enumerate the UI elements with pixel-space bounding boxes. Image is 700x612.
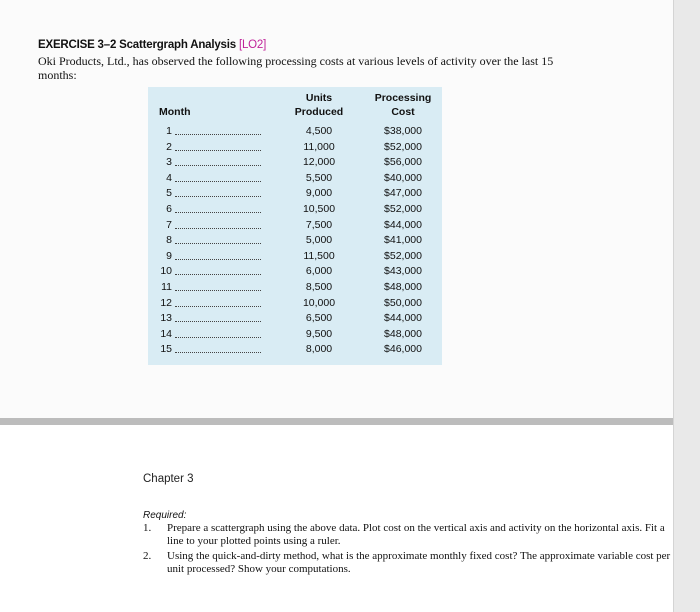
cell-units: 6,000 [305, 265, 333, 278]
requirements-panel [0, 425, 674, 612]
dot-leader [175, 196, 261, 197]
cell-cost: $46,000 [384, 343, 422, 356]
cell-month: 14 [160, 327, 172, 340]
data-table [148, 87, 442, 365]
cell-units: 5,500 [305, 171, 333, 184]
table-row [148, 312, 442, 327]
dot-leader [175, 352, 261, 353]
dot-leader [175, 134, 261, 135]
cell-cost: $41,000 [384, 234, 422, 247]
table-row [148, 203, 442, 218]
dot-leader [175, 243, 261, 244]
dot-leader [175, 321, 261, 322]
dot-leader [175, 290, 261, 291]
cell-units: 5,000 [305, 234, 333, 247]
table-row [148, 250, 442, 265]
cell-units: 9,000 [305, 187, 333, 200]
table-row [148, 343, 442, 358]
table-row [148, 328, 442, 343]
header-cost-line1: Processing [374, 92, 432, 104]
cell-cost: $43,000 [384, 265, 422, 278]
cell-cost: $44,000 [384, 312, 422, 325]
requirement-text: Prepare a scattergraph using the above data. Plot cost on the vertical axis and activity on the horizontal axis. Fit a line to your plotted points using a ruler. [167, 522, 665, 547]
cell-month: 12 [160, 296, 172, 309]
cell-cost: $40,000 [384, 171, 422, 184]
cell-cost: $48,000 [384, 281, 422, 293]
dot-leader [175, 274, 261, 275]
learning-objective-tag: [LO2] [238, 39, 267, 51]
cell-month: 2 [166, 140, 172, 153]
cell-units: 11,500 [303, 249, 335, 262]
cell-month: 11 [161, 281, 172, 293]
cell-units: 11,000 [303, 140, 335, 153]
requirement-number: 1. [143, 522, 152, 534]
header-units-produced [274, 91, 364, 119]
cell-month: 3 [166, 156, 172, 169]
cell-units: 4,500 [305, 125, 333, 137]
table-row [148, 156, 442, 171]
cell-month: 15 [160, 343, 172, 356]
cell-cost: $50,000 [384, 296, 422, 309]
header-units-line2: Produced [294, 106, 344, 118]
dot-leader [175, 212, 261, 213]
dot-leader [175, 337, 261, 338]
table-row [148, 281, 442, 296]
dot-leader [175, 306, 261, 307]
dot-leader [175, 228, 261, 229]
cell-cost: $52,000 [384, 203, 422, 215]
dot-leader [175, 165, 261, 166]
cell-cost: $47,000 [384, 187, 422, 200]
dot-leader [175, 181, 261, 182]
required-label: Required: [143, 510, 187, 521]
cell-units: 7,500 [305, 218, 333, 231]
cell-cost: $48,000 [384, 327, 422, 340]
exercise-title: EXERCISE 3–2 Scattergraph Analysis [38, 39, 236, 51]
table-row [148, 187, 442, 202]
cell-units: 6,500 [305, 312, 333, 325]
cell-month: 13 [160, 312, 172, 325]
table-row [148, 234, 442, 249]
header-cost-line2: Cost [391, 106, 415, 118]
cell-month: 8 [166, 234, 172, 247]
cell-cost: $56,000 [384, 156, 422, 169]
cell-units: 10,500 [302, 203, 336, 215]
cell-month: 9 [166, 249, 172, 262]
cell-month: 6 [166, 203, 172, 215]
page-divider [0, 418, 700, 425]
cell-units: 8,500 [305, 281, 333, 293]
cell-month: 5 [166, 187, 172, 200]
cell-cost: $52,000 [384, 249, 422, 262]
cell-units: 10,000 [302, 296, 336, 309]
dot-leader [175, 259, 261, 260]
table-row [148, 141, 442, 156]
cell-month: 1 [166, 125, 172, 137]
cell-cost: $44,000 [384, 218, 422, 231]
cell-units: 9,500 [305, 327, 333, 340]
cell-units: 8,000 [305, 343, 333, 356]
requirement-number: 2. [143, 550, 152, 562]
header-month: Month [159, 106, 191, 118]
table-row [148, 297, 442, 312]
table-row [148, 172, 442, 187]
exercise-heading [38, 39, 266, 51]
table-row [148, 265, 442, 280]
cell-cost: $52,000 [384, 140, 422, 153]
chapter-label: Chapter 3 [143, 473, 194, 485]
cell-cost: $38,000 [384, 125, 422, 137]
cell-month: 4 [166, 171, 172, 184]
cell-units: 12,000 [302, 156, 336, 169]
dot-leader [175, 150, 261, 151]
header-processing-cost [360, 91, 446, 119]
table-row [148, 125, 442, 140]
requirement-text: Using the quick-and-dirty method, what is the approximate monthly fixed cost? The approximate variable cost per unit processed? Show your computations. [167, 550, 671, 575]
cell-month: 10 [160, 265, 172, 278]
table-row [148, 219, 442, 234]
exercise-intro: Oki Products, Ltd., has observed the following processing costs at various levels of activity over the last 15 months: [38, 54, 554, 82]
scrollbar-track[interactable] [673, 0, 700, 612]
cell-month: 7 [166, 218, 172, 231]
header-units-line1: Units [305, 92, 333, 104]
